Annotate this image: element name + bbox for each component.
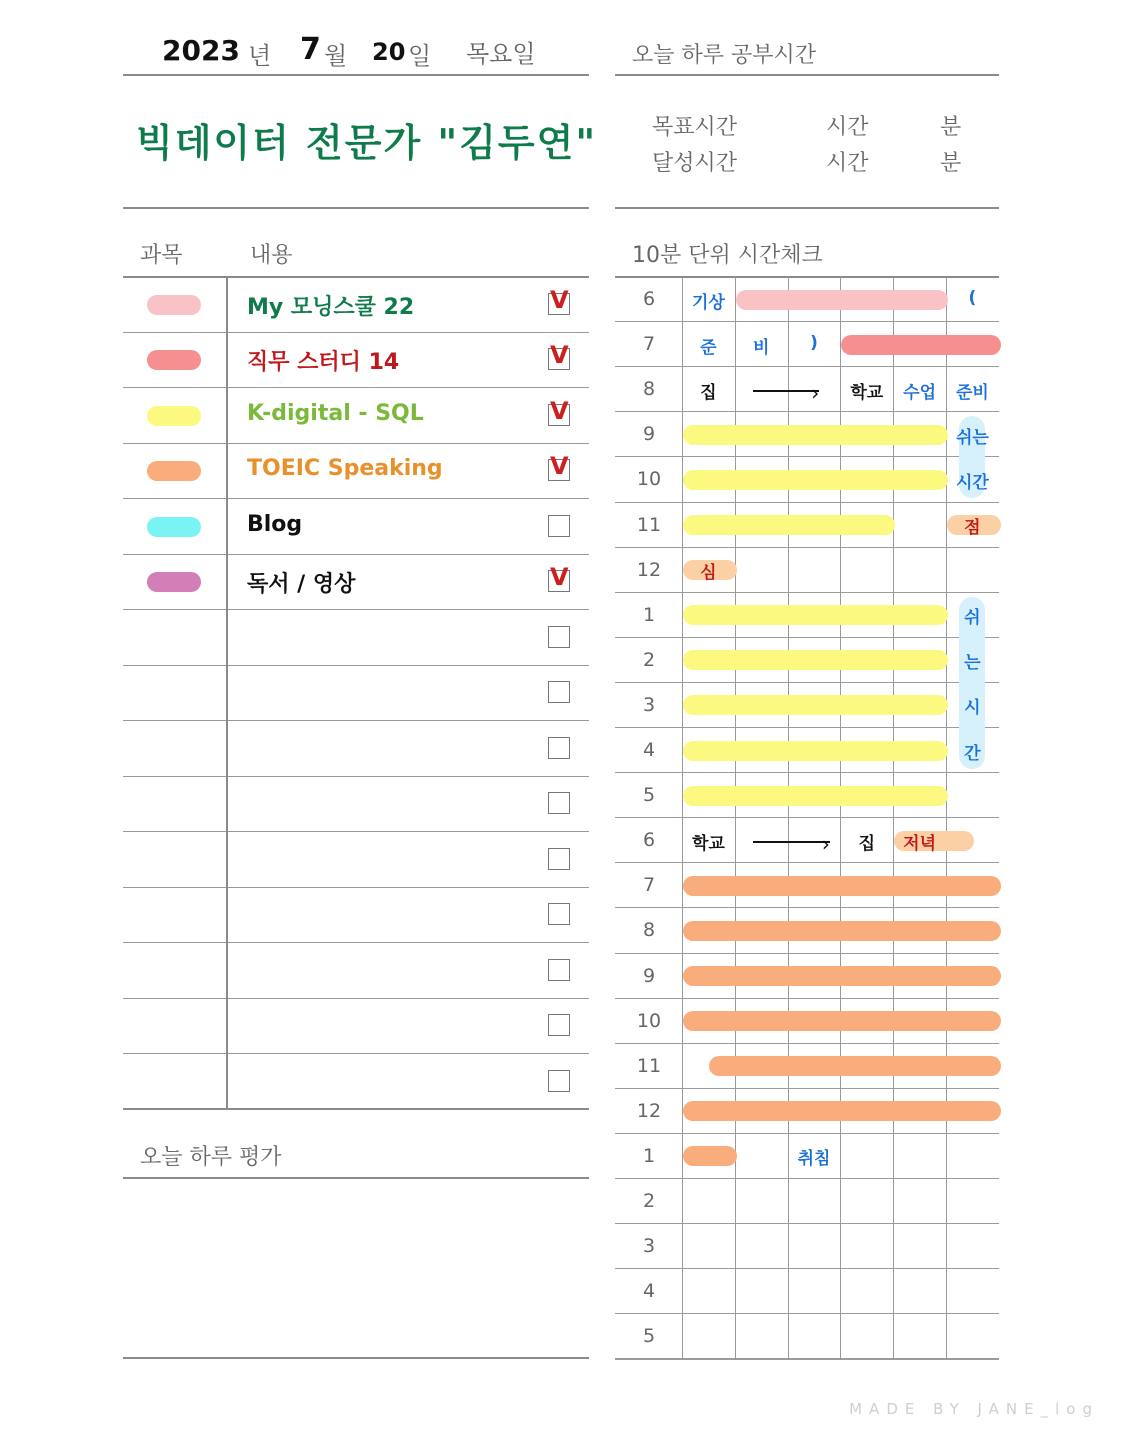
subject-color-swatch (147, 572, 201, 592)
year-unit: 년 (248, 42, 272, 70)
time-note: 쉬는 (955, 427, 989, 448)
task-checkbox[interactable] (548, 959, 570, 981)
divider (123, 1177, 589, 1179)
task-content[interactable]: Blog (247, 511, 303, 537)
task-row (123, 888, 589, 944)
task-checkbox[interactable] (548, 563, 570, 592)
hour-row-divider (615, 1358, 999, 1360)
activity-bar (683, 741, 948, 761)
time-note: 집 (700, 382, 717, 403)
task-row (123, 832, 589, 888)
hour-label: 2 (642, 1190, 656, 1212)
time-note: 비 (752, 337, 770, 358)
checkmark-icon: V (550, 285, 569, 314)
goal-hour-unit: 시간 (826, 115, 869, 140)
hour-row-divider (615, 502, 999, 503)
hour-label: 2 (642, 648, 656, 671)
hour-row-divider (615, 547, 999, 548)
hour-label: 3 (642, 1235, 656, 1258)
time-note: 준비 (955, 382, 989, 403)
task-row (123, 1054, 589, 1110)
activity-bar (736, 290, 948, 310)
subject-color-swatch (147, 295, 201, 315)
task-row (123, 666, 589, 722)
hour-row-divider (615, 456, 999, 457)
time-note: 쉬 (964, 608, 981, 629)
task-checkbox[interactable] (548, 626, 570, 648)
hour-label: 8 (642, 378, 656, 401)
task-row (123, 721, 589, 777)
hour-row-divider (615, 998, 999, 999)
task-checkbox[interactable] (548, 396, 570, 426)
hour-row-divider (615, 817, 999, 818)
hour-label: 6 (642, 288, 656, 310)
subject-color-swatch (147, 517, 201, 537)
timecheck-heading: 10분 단위 시간체크 (632, 243, 823, 268)
arrow-head-icon: › (821, 831, 830, 856)
time-note: 심 (700, 563, 717, 584)
hour-label: 7 (642, 333, 656, 356)
hour-row-divider (615, 1133, 999, 1134)
goal-minute-unit: 분 (940, 115, 962, 140)
task-checkbox[interactable] (548, 1070, 570, 1092)
hour-row-divider (615, 1223, 999, 1224)
hour-row-divider (615, 1043, 999, 1044)
time-note: ( (968, 287, 977, 308)
activity-bar (683, 1011, 1001, 1031)
task-row (123, 388, 589, 444)
task-checkbox[interactable] (548, 285, 570, 315)
task-column-divider (226, 277, 228, 1109)
hour-label: 12 (636, 1099, 662, 1122)
done-time-label: 달성시간 (652, 151, 738, 176)
hour-label: 5 (642, 784, 656, 807)
done-minute-unit: 분 (940, 151, 962, 176)
task-row (123, 943, 589, 999)
study-time-heading: 오늘 하루 공부시간 (632, 43, 817, 68)
ten-minute-column-divider (682, 277, 683, 1359)
hour-label: 11 (636, 513, 662, 536)
activity-bar (709, 1056, 1000, 1076)
task-row (123, 499, 589, 555)
goal-time-label: 목표시간 (652, 115, 738, 140)
time-note: 취침 (797, 1149, 831, 1170)
hour-row-divider (615, 907, 999, 908)
divider (615, 276, 999, 278)
hour-label: 7 (642, 874, 656, 897)
hour-label: 1 (642, 603, 656, 626)
hour-label: 4 (642, 739, 656, 761)
activity-bar (683, 966, 1001, 986)
time-note: 점 (964, 518, 981, 539)
watermark: MADE BY JANE_log (849, 1400, 1099, 1418)
hour-row-divider (615, 1088, 999, 1089)
activity-bar (683, 695, 948, 715)
task-row (123, 333, 589, 389)
divider (123, 1357, 589, 1359)
task-row (123, 777, 589, 833)
arrow-line (753, 390, 819, 392)
arrow-head-icon: › (811, 380, 820, 405)
divider (123, 1108, 589, 1110)
time-note: 학교 (850, 382, 884, 403)
divider (123, 74, 589, 76)
task-checkbox[interactable] (548, 452, 570, 481)
task-content[interactable]: 독서 / 영상 (247, 572, 356, 598)
activity-bar (683, 470, 948, 490)
task-checkbox[interactable] (548, 903, 570, 925)
task-content[interactable]: My 모닝스쿨 22 (247, 294, 415, 320)
subject-color-swatch (147, 461, 201, 481)
hour-label: 10 (636, 1009, 662, 1032)
task-checkbox[interactable] (548, 341, 570, 370)
hour-row-divider (615, 321, 999, 322)
time-note: 수업 (903, 382, 937, 403)
hour-label: 3 (642, 693, 656, 716)
hour-label: 8 (642, 919, 656, 942)
task-row (123, 277, 589, 333)
hour-row-divider (615, 682, 999, 683)
subject-color-swatch (147, 406, 201, 426)
time-note: 시간 (955, 472, 989, 493)
year-value: 2023 (162, 34, 240, 67)
hour-label: 5 (642, 1325, 656, 1348)
content-header: 내용 (250, 243, 293, 268)
time-note: 학교 (691, 833, 725, 854)
task-checkbox[interactable] (548, 792, 570, 814)
activity-bar (683, 786, 948, 806)
hour-row-divider (615, 592, 999, 593)
hour-label: 9 (642, 423, 656, 446)
checkmark-icon: V (550, 396, 569, 425)
hour-row-divider (615, 862, 999, 863)
time-note: 시 (964, 698, 981, 719)
time-note: 간 (964, 743, 981, 764)
divider (123, 207, 589, 209)
hour-row-divider (615, 772, 999, 773)
activity-bar (841, 335, 1000, 355)
done-hour-unit: 시간 (826, 151, 869, 176)
activity-bar (683, 650, 948, 670)
day-value: 20 (372, 38, 406, 66)
time-note: 준 (700, 337, 717, 358)
subject-color-swatch (147, 350, 201, 370)
hour-label: 4 (642, 1280, 656, 1303)
hour-label: 6 (642, 829, 656, 852)
task-checkbox[interactable] (548, 848, 570, 870)
weekday: 목요일 (466, 40, 536, 68)
time-note: 기상 (691, 292, 725, 313)
subject-header: 과목 (140, 243, 183, 268)
task-content[interactable]: TOEIC Speaking (247, 456, 443, 482)
hour-row-divider (615, 1313, 999, 1314)
hour-label: 1 (642, 1144, 656, 1167)
hour-row-divider (615, 411, 999, 412)
hour-label: 10 (636, 468, 662, 491)
task-checkbox[interactable] (548, 1014, 570, 1036)
activity-bar (683, 515, 895, 535)
task-checkbox[interactable] (548, 515, 570, 537)
task-row (123, 610, 589, 666)
activity-bar (683, 921, 1001, 941)
divider (615, 74, 999, 76)
task-row (123, 444, 589, 500)
hour-row-divider (615, 953, 999, 954)
hour-label: 11 (636, 1054, 662, 1077)
activity-bar (683, 1101, 1001, 1121)
day-unit: 일 (408, 42, 432, 70)
month-unit: 월 (324, 42, 348, 70)
time-note: ) (810, 332, 818, 353)
task-row (123, 999, 589, 1055)
checkmark-icon: V (550, 452, 569, 481)
time-note: 집 (858, 833, 875, 854)
evaluation-area[interactable] (123, 1180, 589, 1356)
time-note: 저녁 (903, 833, 937, 854)
activity-bar (683, 1146, 737, 1166)
time-note: 는 (964, 653, 981, 674)
month-value: 7 (300, 32, 321, 67)
hour-row-divider (615, 727, 999, 728)
hour-row-divider (615, 637, 999, 638)
page-title: 빅데이터 전문가 "김두연" (136, 121, 598, 165)
task-row (123, 555, 589, 611)
evaluation-heading: 오늘 하루 평가 (140, 1145, 282, 1170)
task-checkbox[interactable] (548, 681, 570, 703)
task-content[interactable]: K-digital - SQL (247, 400, 424, 426)
hour-row-divider (615, 1268, 999, 1269)
divider (615, 207, 999, 209)
activity-bar (683, 605, 948, 625)
hour-row-divider (615, 366, 999, 367)
hour-row-divider (615, 1178, 999, 1179)
activity-bar (683, 876, 1001, 896)
task-content[interactable]: 직무 스터디 14 (247, 350, 400, 376)
checkmark-icon: V (550, 563, 569, 592)
checkmark-icon: V (550, 341, 569, 370)
activity-bar (683, 425, 948, 445)
task-checkbox[interactable] (548, 737, 570, 759)
hour-label: 9 (642, 964, 656, 987)
hour-label: 12 (636, 558, 662, 581)
arrow-line (753, 841, 830, 843)
